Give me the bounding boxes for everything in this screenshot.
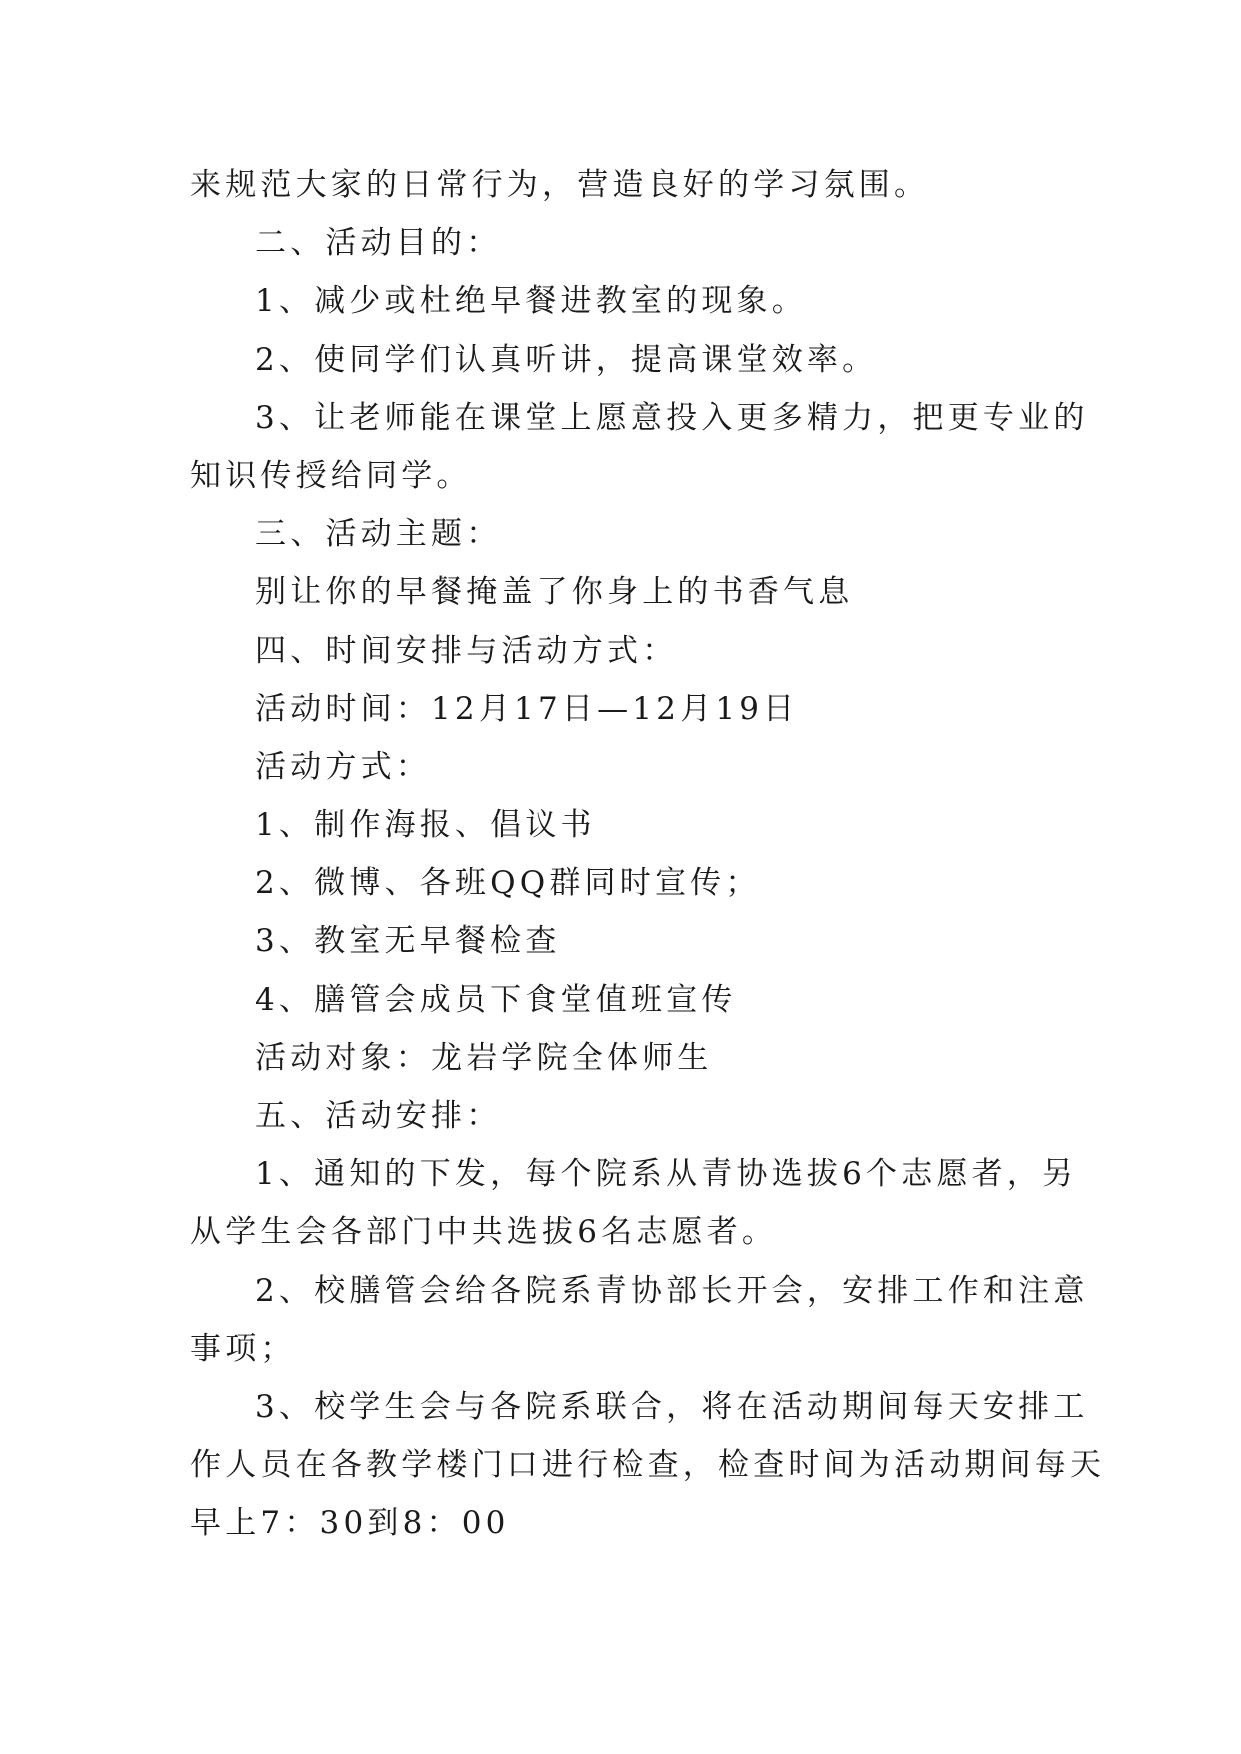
text-line: 3、校学生会与各院系联合，将在活动期间每天安排工 [255, 1388, 1089, 1425]
text-line: 事项； [190, 1330, 296, 1367]
text-line: 1、通知的下发，每个院系从青协选拔6个志愿者，另 [255, 1156, 1078, 1193]
text-line: 1、制作海报、倡议书 [255, 807, 596, 844]
text-line: 2、校膳管会给各院系青协部长开会，安排工作和注意 [255, 1272, 1089, 1309]
text-line: 2、使同学们认真听讲，提高课堂效率。 [255, 341, 878, 378]
text-line: 四、时间安排与活动方式： [255, 632, 678, 669]
text-line: 别让你的早餐掩盖了你身上的书香气息 [255, 574, 854, 611]
document-body [190, 156, 1106, 1553]
text-line: 来规范大家的日常行为，营造良好的学习氛围。 [190, 167, 930, 203]
text-line: 早上7：30到8：00 [190, 1505, 510, 1542]
text-line: 二、活动目的： [255, 225, 502, 262]
text-line: 1、减少或杜绝早餐进教室的现象。 [255, 283, 807, 320]
text-line: 3、让老师能在课堂上愿意投入更多精力，把更专业的 [255, 399, 1089, 436]
text-line: 知识传授给同学。 [190, 457, 472, 494]
text-line: 活动时间：12月17日—12月19日 [255, 690, 799, 727]
text-line: 活动对象：龙岩学院全体师生 [255, 1039, 713, 1076]
text-line: 从学生会各部门中共选拔6名志愿者。 [190, 1214, 778, 1251]
text-line: 3、教室无早餐检查 [255, 923, 561, 960]
text-line: 2、微博、各班QQ群同时宣传； [255, 865, 761, 902]
text-line: 五、活动安排： [255, 1098, 502, 1134]
text-line: 活动方式： [255, 748, 431, 785]
text-line: 4、膳管会成员下食堂值班宣传 [255, 981, 737, 1018]
text-line: 三、活动主题： [255, 516, 502, 553]
text-line: 作人员在各教学楼门口进行检查，检查时间为活动期间每天 [190, 1447, 1106, 1484]
